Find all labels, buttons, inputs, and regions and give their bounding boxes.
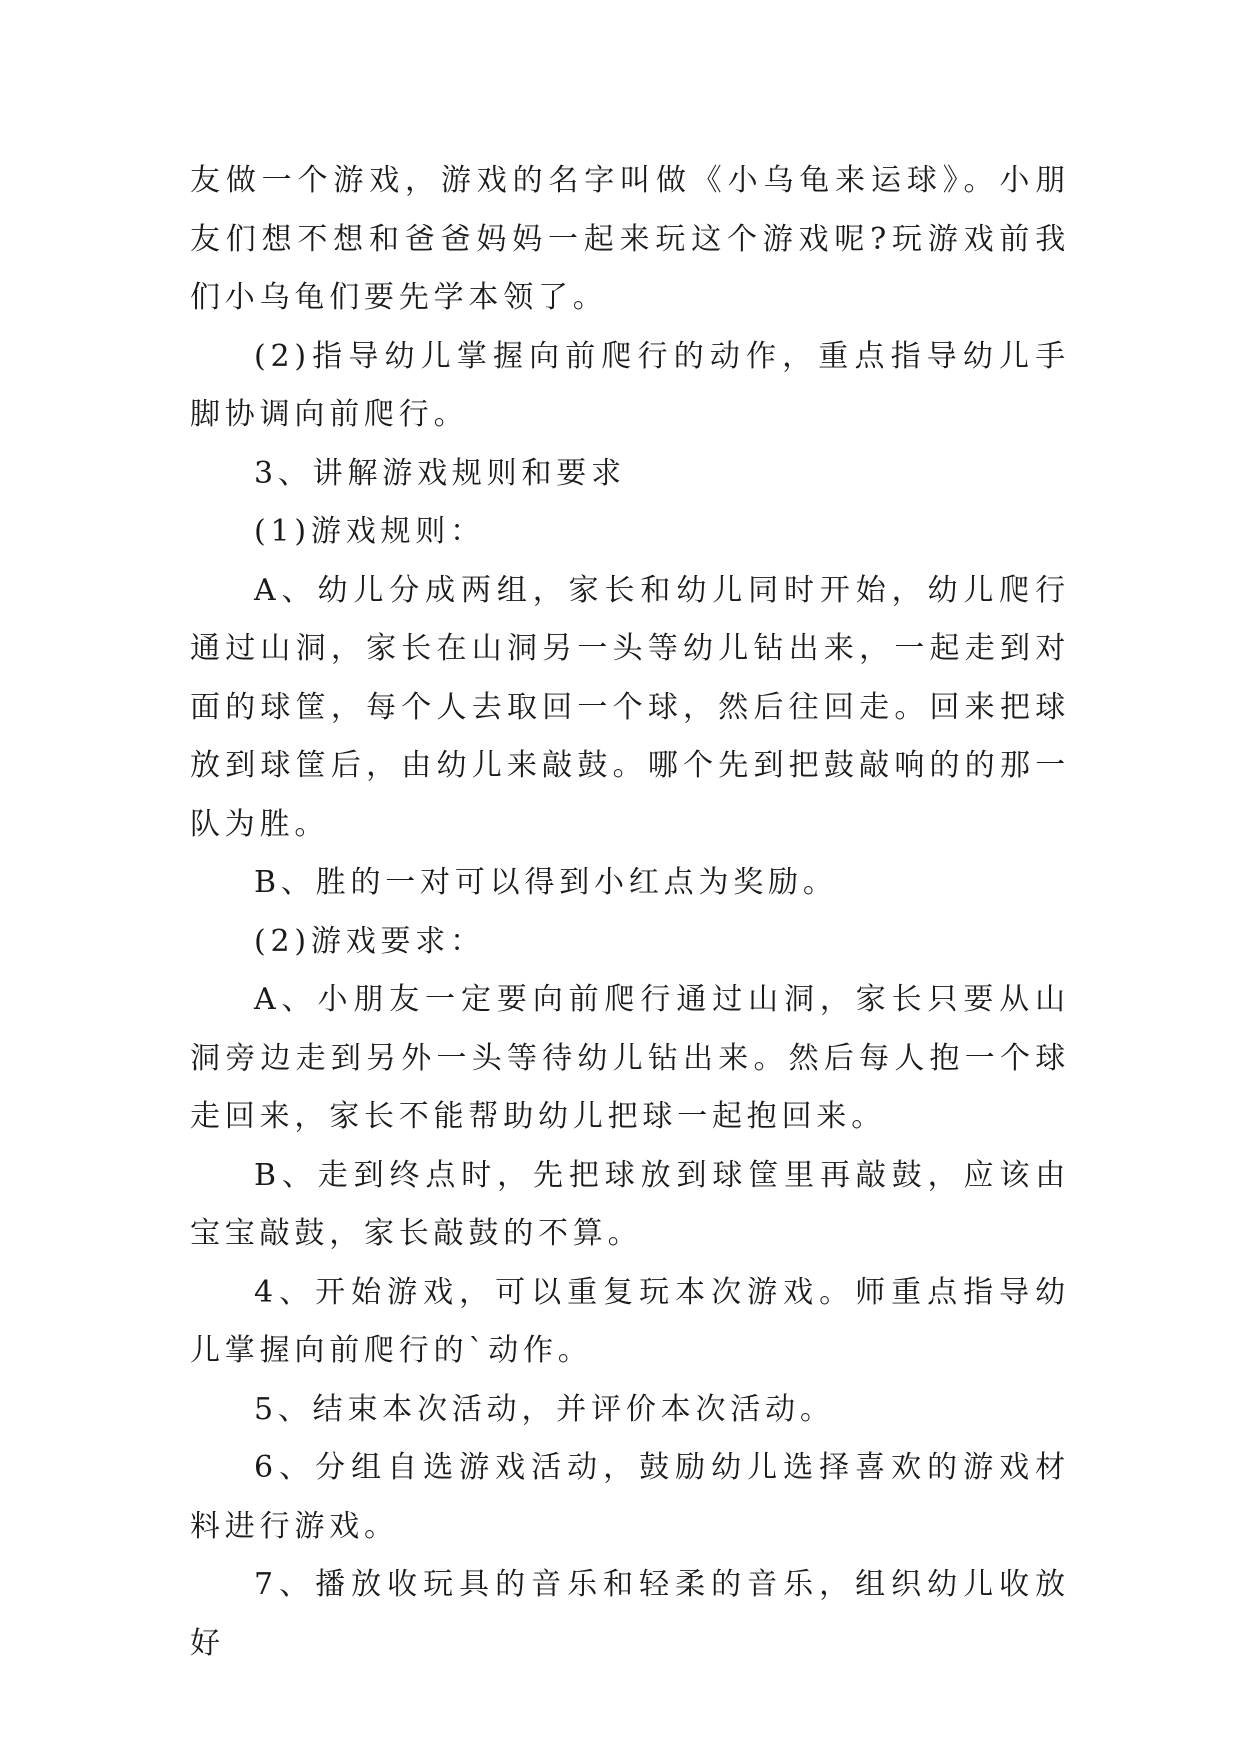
paragraph-8: A、小朋友一定要向前爬行通过山洞，家长只要从山洞旁边走到另外一头等待幼儿钻出来。然后每人抱一个球走回来，家长不能帮助幼儿把球一起抱回来。 — [190, 982, 1070, 1134]
paragraph-11: 5、结束本次活动，并评价本次活动。 — [254, 1391, 835, 1427]
paragraph-13: 7、播放收玩具的音乐和轻柔的音乐，组织幼儿收放好 — [190, 1567, 1070, 1661]
document-body — [190, 152, 1070, 1673]
paragraph-3: 3、讲解游戏规则和要求 — [254, 455, 626, 491]
paragraph-1: 友做一个游戏，游戏的名字叫做《小乌龟来运球》。小朋友们想不想和爸爸妈妈一起来玩这个游戏呢?玩游戏前我们小乌龟们要先学本领了。 — [190, 163, 1070, 315]
paragraph-4: (1)游戏规则： — [254, 514, 485, 549]
paragraph-9: B、走到终点时，先把球放到球筐里再敲鼓，应该由宝宝敲鼓，家长敲鼓的不算。 — [190, 1157, 1070, 1251]
paragraph-12: 6、分组自选游戏活动，鼓励幼儿选择喜欢的游戏材料进行游戏。 — [190, 1450, 1070, 1544]
paragraph-7: (2)游戏要求： — [254, 923, 485, 959]
paragraph-10: 4、开始游戏，可以重复玩本次游戏。师重点指导幼儿掌握向前爬行的`动作。 — [190, 1274, 1070, 1368]
paragraph-5: A、幼儿分成两组，家长和幼儿同时开始，幼儿爬行通过山洞，家长在山洞另一头等幼儿钻出来，一起走到对面的球筐，每个人去取回一个球，然后往回走。回来把球放到球筐后，由幼儿来敲鼓。哪个先到把鼓敲响的的那一队为胜。 — [190, 572, 1070, 842]
paragraph-2: (2)指导幼儿掌握向前爬行的动作，重点指导幼儿手脚协调向前爬行。 — [190, 338, 1070, 432]
paragraph-6: B、胜的一对可以得到小红点为奖励。 — [254, 865, 838, 900]
